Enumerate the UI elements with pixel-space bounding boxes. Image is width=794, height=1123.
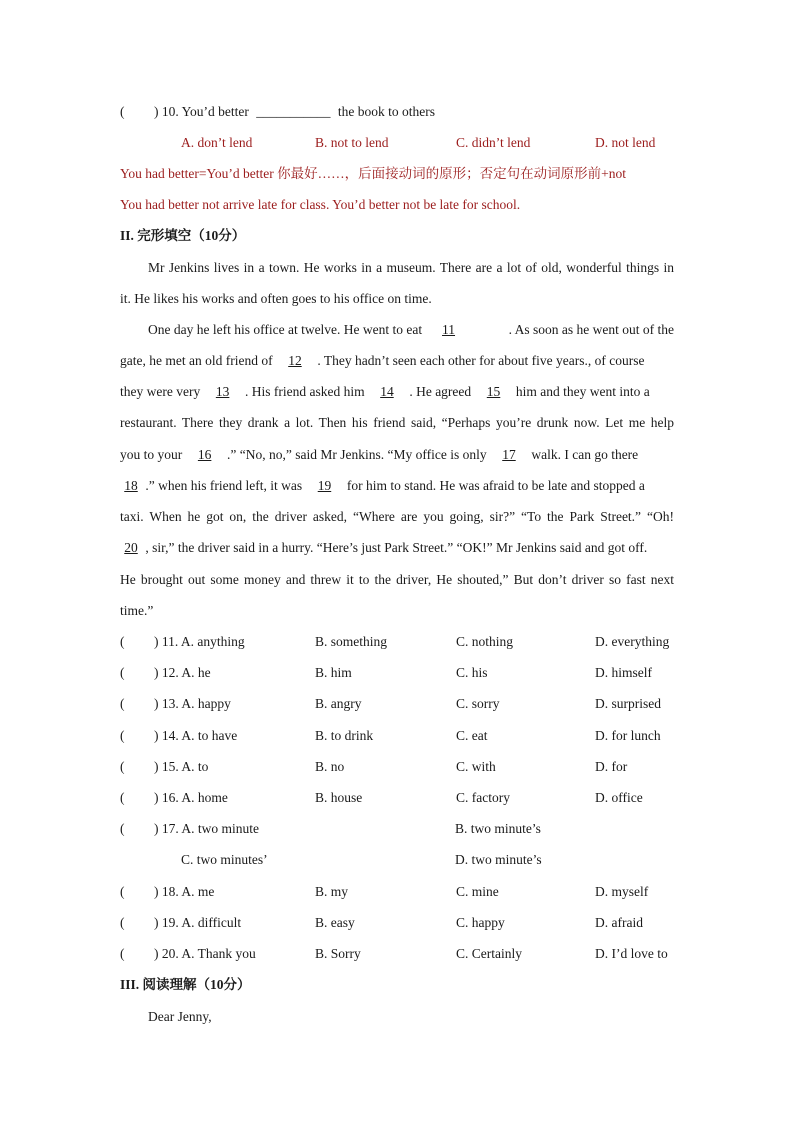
passage-text: gate, he met an old friend of — [120, 353, 273, 368]
answer-paren: ( — [120, 104, 125, 119]
passage-text: .” when his friend left, it was — [145, 478, 303, 493]
answer-blank: ___________ — [256, 104, 331, 119]
blank-13: 13 — [215, 384, 230, 399]
option-a: A. don’t lend — [181, 135, 253, 150]
answer-paren: ( — [120, 946, 125, 961]
passage-line — [148, 320, 674, 340]
option-d: D. for lunch — [595, 728, 661, 743]
option-c: C. didn’t lend — [456, 135, 531, 150]
question-10-options — [120, 133, 676, 153]
passage-text: One day he left his office at twelve. He went to eat — [148, 322, 423, 337]
passage-line — [120, 351, 674, 371]
answer-paren: ( — [120, 821, 125, 836]
option-d: D. surprised — [595, 696, 661, 711]
passage-line: time.” — [120, 603, 154, 618]
answer-paren: ( — [120, 915, 125, 930]
passage-line — [120, 445, 674, 465]
question-12 — [120, 663, 676, 683]
option-d: D. two minute’s — [455, 852, 542, 867]
option-a: ) 12. A. he — [154, 665, 211, 680]
question-11 — [120, 632, 676, 652]
blank-14: 14 — [380, 384, 394, 399]
option-b: B. him — [315, 665, 352, 680]
question-13 — [120, 694, 676, 714]
option-a: ) 16. A. home — [154, 790, 228, 805]
option-d: D. myself — [595, 884, 649, 899]
blank-20: 20 — [124, 540, 138, 555]
question-17-more — [120, 850, 676, 870]
passage-text: for him to stand. He was afraid to be late and stopped a — [346, 478, 645, 493]
question-19 — [120, 913, 676, 933]
option-d: D. everything — [595, 634, 670, 649]
blank-12: 12 — [288, 353, 302, 368]
option-d: D. for — [595, 759, 628, 774]
passage-line: taxi. When he got on, the driver asked, “Where are you going, sir?” “To the Park Street.” “Oh! — [120, 509, 674, 524]
passage-line: it. He likes his works and often goes to his office on time. — [120, 291, 432, 306]
answer-paren: ( — [120, 665, 125, 680]
option-d: D. afraid — [595, 915, 643, 930]
option-c: C. mine — [456, 884, 499, 899]
passage-text: walk. I can go there — [531, 447, 639, 462]
option-b: B. something — [315, 634, 388, 649]
option-c: C. factory — [456, 790, 510, 805]
question-20 — [120, 944, 676, 964]
option-b: B. house — [315, 790, 363, 805]
option-a: ) 13. A. happy — [154, 696, 231, 711]
option-a: ) 18. A. me — [154, 884, 215, 899]
option-d: D. office — [595, 790, 643, 805]
option-d: D. himself — [595, 665, 652, 680]
passage-line: He brought out some money and threw it to the driver, He shouted,” But don’t driver so fast next — [120, 572, 674, 587]
answer-paren: ( — [120, 790, 125, 805]
question-16 — [120, 788, 676, 808]
passage-text: .” “No, no,” said Mr Jenkins. “My office is only — [227, 447, 487, 462]
option-d: D. not lend — [595, 135, 656, 150]
option-a: ) 11. A. anything — [154, 634, 245, 649]
passage-text: . They hadn’t seen each other for about five years., of course — [317, 353, 645, 368]
question-15 — [120, 757, 676, 777]
passage-line — [120, 382, 674, 402]
option-c: C. his — [456, 665, 488, 680]
blank-11: 11 — [442, 322, 456, 337]
answer-paren: ( — [120, 884, 125, 899]
letter-greeting: Dear Jenny, — [148, 1009, 212, 1024]
option-b: B. two minute’s — [455, 821, 541, 836]
option-a: ) 19. A. difficult — [154, 915, 242, 930]
blank-15: 15 — [486, 384, 501, 399]
question-stem: ) 10. You’d better — [154, 104, 249, 119]
question-stem-end: the book to others — [337, 104, 435, 119]
option-c: C. sorry — [456, 696, 500, 711]
option-b: B. easy — [315, 915, 355, 930]
blank-16: 16 — [197, 447, 212, 462]
section-3-title: III. 阅读理解（10分） — [120, 977, 251, 992]
grammar-note: You had better=You’d better 你最好……，后面接动词的原形；否定句在动词原形前+not — [120, 166, 626, 181]
passage-text: him and they went into a — [515, 384, 650, 399]
passage-line — [120, 538, 674, 558]
passage-text: they were very — [120, 384, 201, 399]
question-14 — [120, 726, 676, 746]
option-b: B. my — [315, 884, 349, 899]
blank-19: 19 — [317, 478, 332, 493]
grammar-example: You had better not arrive late for class. You’d better not be late for school. — [120, 197, 521, 212]
passage-text: you to your — [120, 447, 183, 462]
option-a: ) 14. A. to have — [154, 728, 238, 743]
option-c: C. Certainly — [456, 946, 522, 961]
option-b: B. to drink — [315, 728, 374, 743]
answer-paren: ( — [120, 728, 125, 743]
blank-18: 18 — [124, 478, 138, 493]
answer-paren: ( — [120, 759, 125, 774]
option-a: ) 15. A. to — [154, 759, 209, 774]
option-c: C. nothing — [456, 634, 514, 649]
question-17 — [120, 819, 676, 839]
option-c: C. with — [456, 759, 496, 774]
option-d: D. I’d love to — [595, 946, 668, 961]
option-b: B. angry — [315, 696, 362, 711]
section-2-title: II. 完形填空（10分） — [120, 228, 246, 243]
passage-text: . His friend asked him — [244, 384, 365, 399]
passage-text: . As soon as he went out of the — [508, 322, 674, 337]
question-10 — [120, 102, 435, 122]
answer-paren: ( — [120, 634, 125, 649]
option-a: ) 17. A. two minute — [154, 821, 259, 836]
question-18 — [120, 882, 676, 902]
passage-line: Mr Jenkins lives in a town. He works in a museum. There are a lot of old, wonderful things in — [148, 260, 674, 275]
passage-text: , sir,” the driver said in a hurry. “Here’s just Park Street.” “OK!” Mr Jenkins said and got off. — [145, 540, 648, 555]
blank-17: 17 — [502, 447, 516, 462]
option-b: B. not to lend — [315, 135, 389, 150]
option-c: C. happy — [456, 915, 505, 930]
passage-text: . He agreed — [409, 384, 472, 399]
option-b: B. Sorry — [315, 946, 361, 961]
option-b: B. no — [315, 759, 345, 774]
passage-line: restaurant. There they drank a lot. Then his friend said, “Perhaps you’re drunk now. Let me help — [120, 415, 674, 430]
option-c: C. eat — [456, 728, 488, 743]
option-c: C. two minutes’ — [181, 852, 268, 867]
option-a: ) 20. A. Thank you — [154, 946, 256, 961]
answer-paren: ( — [120, 696, 125, 711]
passage-line — [120, 476, 674, 496]
